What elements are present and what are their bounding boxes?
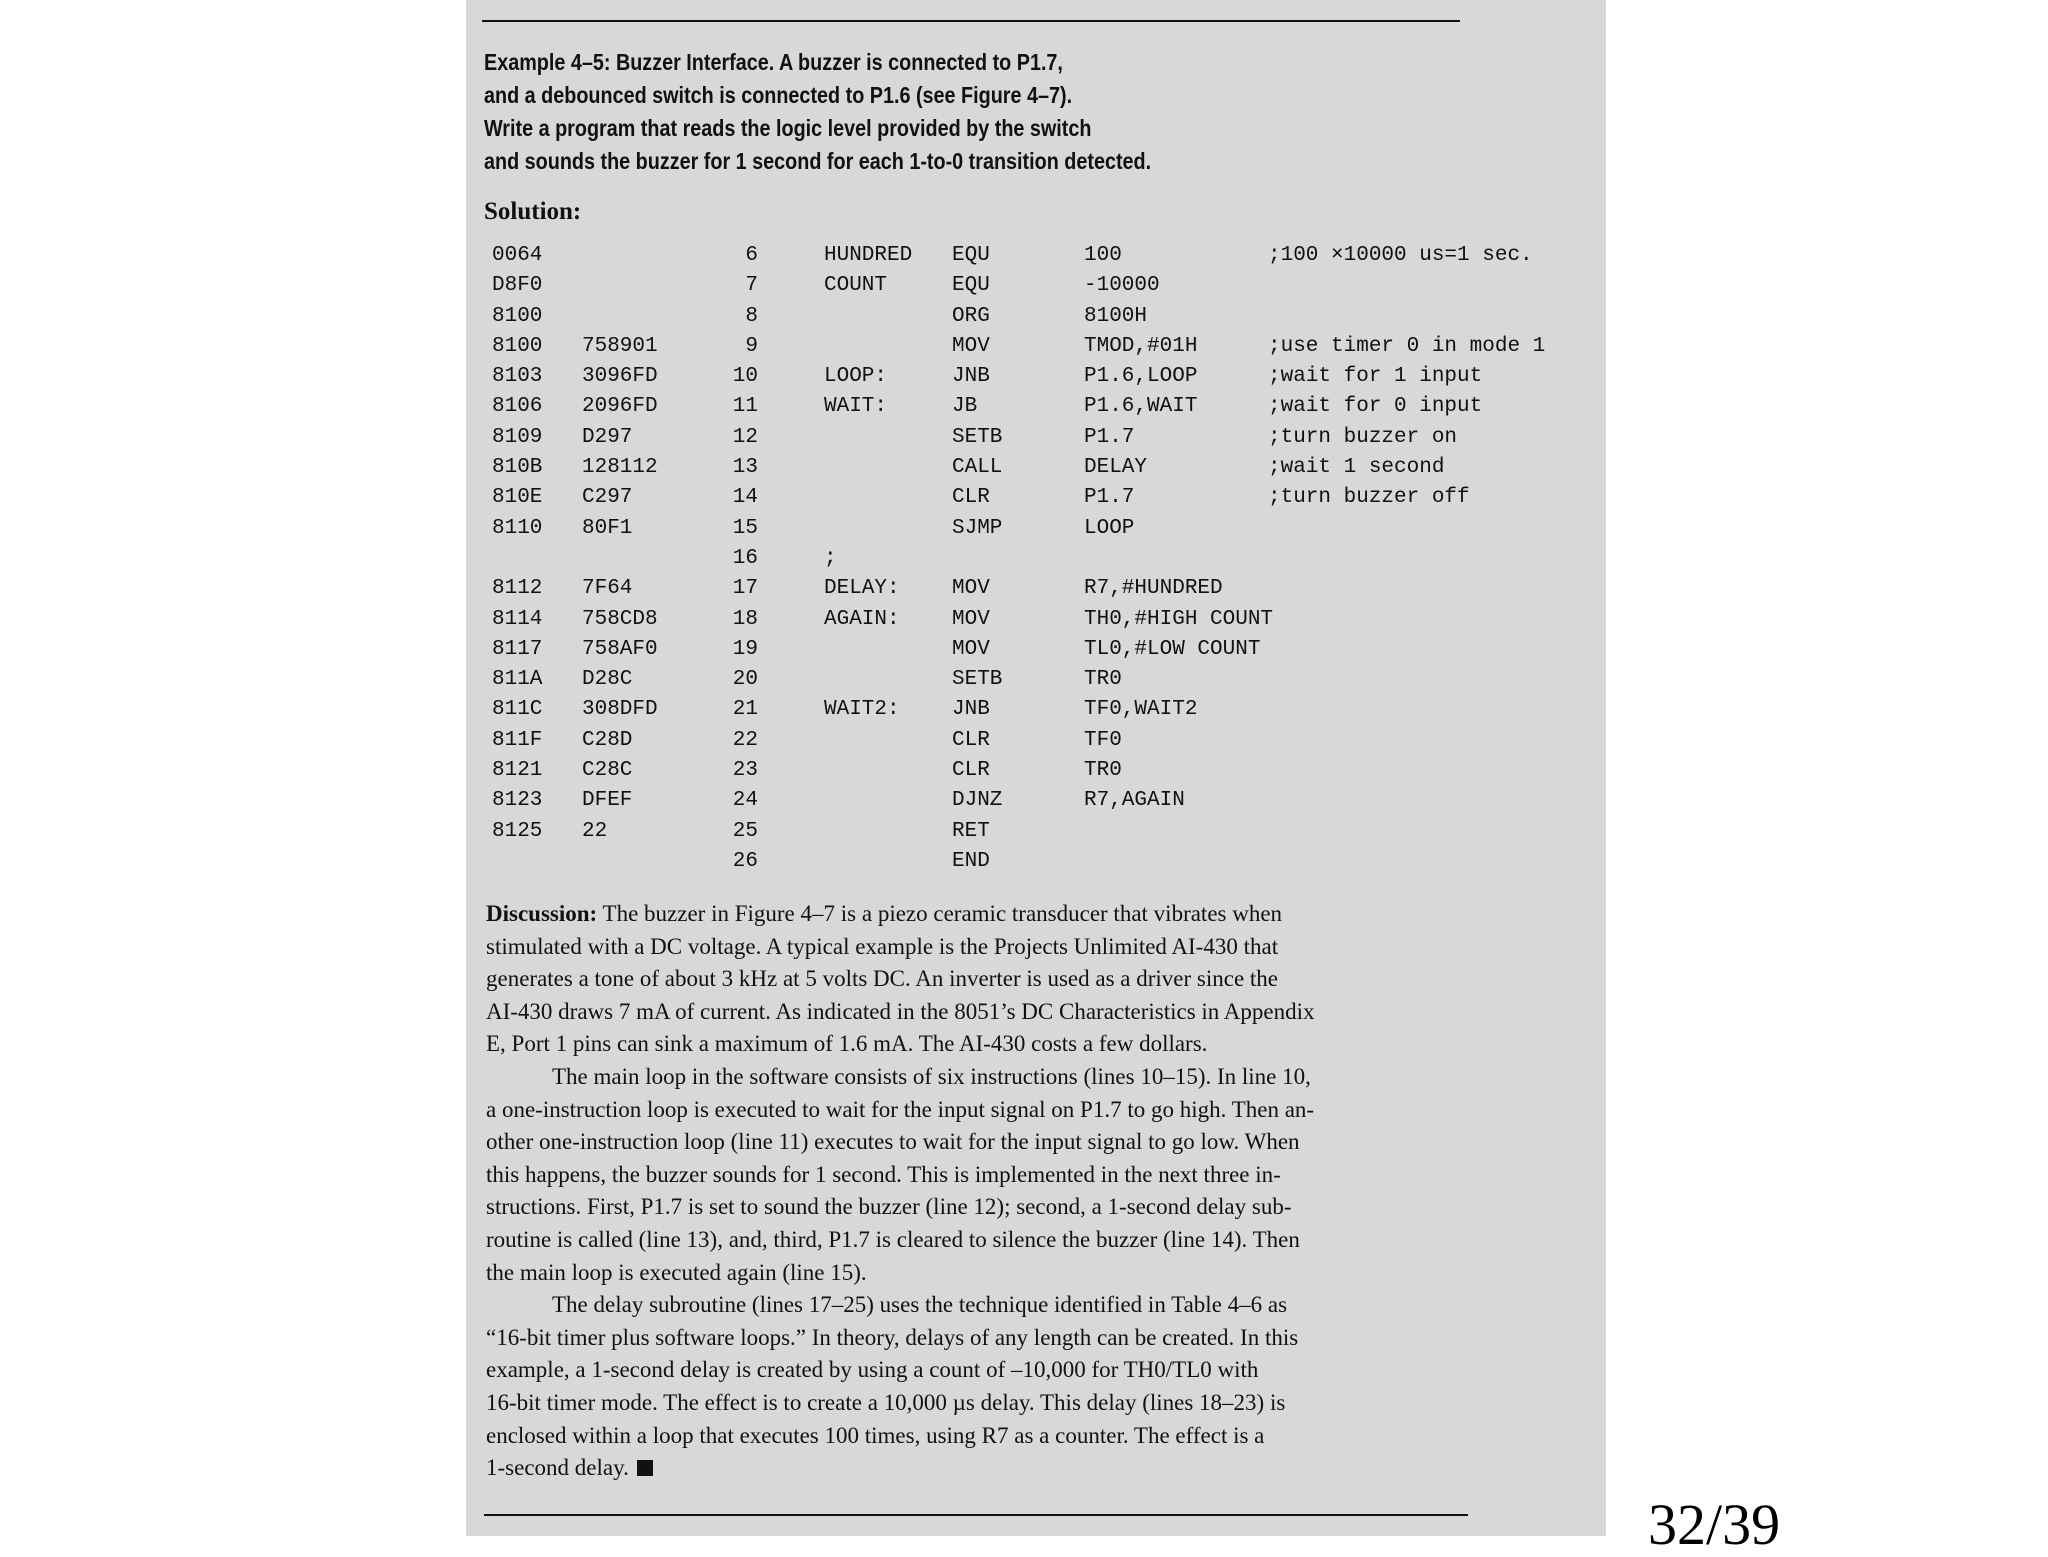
listing-operand: 100 [1084, 244, 1122, 267]
listing-row [492, 729, 1602, 759]
listing-line-number: 18 [732, 607, 758, 631]
listing-mnemonic: SJMP [952, 516, 1003, 540]
listing-row [492, 517, 1602, 547]
listing-address: 811C [492, 698, 543, 722]
listing-row [492, 638, 1602, 668]
listing-address: 8100 [492, 304, 543, 328]
listing-object-code: 80F1 [582, 516, 633, 540]
listing-address: D8F0 [492, 274, 543, 298]
listing-address: 8100 [492, 334, 543, 358]
discussion [486, 898, 1466, 1485]
listing-mnemonic: JNB [952, 698, 990, 722]
listing-address: 8114 [492, 607, 543, 631]
listing-comment: ;wait for 1 input [1268, 365, 1483, 389]
listing-row [492, 698, 1602, 728]
listing-operand: 8100H [1084, 304, 1148, 328]
listing-row [492, 274, 1602, 304]
listing-object-code: 7F64 [582, 577, 633, 601]
listing-row [492, 426, 1602, 456]
listing-line-number: 16 [732, 546, 758, 570]
listing-label: DELAY: [824, 577, 900, 601]
listing-operand: P1.7 [1084, 425, 1135, 449]
discussion-line: enclosed within a loop that executes 100 times, using R7 as a counter. The effect is a [486, 1422, 1265, 1448]
listing-address: 0064 [492, 244, 543, 267]
discussion-line: AI-430 draws 7 mA of current. As indicated in the 8051’s DC Characteristics in Appendix [486, 998, 1315, 1024]
listing-operand: TF0,WAIT2 [1084, 698, 1198, 722]
discussion-line [486, 898, 1466, 931]
bottom-rule [484, 1514, 1468, 1516]
listing-label: HUNDRED [824, 244, 913, 267]
listing-line-number: 21 [732, 698, 758, 722]
listing-label: ; [824, 546, 837, 570]
discussion-paragraph-3 [486, 1289, 1466, 1485]
listing-object-code: D28C [582, 668, 633, 692]
listing-row [492, 820, 1602, 850]
listing-address: 8110 [492, 516, 543, 540]
listing-row [492, 486, 1602, 516]
listing-mnemonic: EQU [952, 244, 990, 267]
listing-line-number: 7 [745, 274, 758, 298]
listing-mnemonic: CALL [952, 456, 1003, 480]
listing-label: LOOP: [824, 365, 888, 389]
discussion-line: stimulated with a DC voltage. A typical example is the Projects Unlimited AI-430 that [486, 933, 1279, 959]
listing-operand: LOOP [1084, 516, 1135, 540]
end-of-example-mark [637, 1460, 653, 1476]
listing-row [492, 365, 1602, 395]
discussion-line: a one-instruction loop is executed to wait for the input signal on P1.7 to go high. Then an- [486, 1096, 1315, 1122]
discussion-line: routine is called (line 13), and, third, P1.7 is cleared to silence the buzzer (line 14). Then [486, 1226, 1300, 1252]
listing-line-number: 14 [732, 486, 758, 510]
listing-mnemonic: CLR [952, 486, 990, 510]
listing-mnemonic: JB [952, 395, 978, 419]
listing-operand: R7,#HUNDRED [1084, 577, 1223, 601]
listing-object-code: DFEF [582, 789, 633, 813]
listing-object-code: 758901 [582, 334, 658, 358]
listing-operand: -10000 [1084, 274, 1160, 298]
listing-row [492, 577, 1602, 607]
listing-line-number: 10 [732, 365, 758, 389]
listing-mnemonic: MOV [952, 637, 990, 661]
listing-row [492, 335, 1602, 365]
listing-line-number: 19 [732, 637, 758, 661]
listing-comment: ;turn buzzer on [1268, 425, 1458, 449]
listing-line-number: 22 [732, 728, 758, 752]
listing-address: 810E [492, 486, 543, 510]
listing-object-code: C297 [582, 486, 633, 510]
discussion-paragraph-1 [486, 898, 1466, 1061]
listing-row [492, 547, 1602, 577]
listing-line-number: 12 [732, 425, 758, 449]
discussion-line: E, Port 1 pins can sink a maximum of 1.6 mA. The AI-430 costs a few dollars. [486, 1031, 1208, 1057]
listing-row [492, 759, 1602, 789]
discussion-line: example, a 1-second delay is created by using a count of –10,000 for TH0/TL0 with [486, 1357, 1259, 1383]
listing-operand: DELAY [1084, 456, 1148, 480]
listing-line-number: 17 [732, 577, 758, 601]
heading-line: Write a program that reads the logic level provided by the switch [484, 115, 1092, 141]
listing-line-number: 11 [732, 395, 758, 419]
listing-object-code: 2096FD [582, 395, 658, 419]
listing-row [492, 789, 1602, 819]
listing-object-code: C28D [582, 728, 633, 752]
listing-mnemonic: MOV [952, 334, 990, 358]
listing-object-code: 22 [582, 819, 608, 843]
heading-line: and sounds the buzzer for 1 second for each 1-to-0 transition detected. [484, 148, 1152, 174]
listing-address: 8123 [492, 789, 543, 813]
listing-operand: P1.7 [1084, 486, 1135, 510]
listing-operand: P1.6,WAIT [1084, 395, 1198, 419]
listing-line-number: 6 [745, 244, 758, 267]
listing-label: WAIT2: [824, 698, 900, 722]
listing-object-code: 758CD8 [582, 607, 658, 631]
listing-mnemonic: SETB [952, 425, 1003, 449]
listing-address: 811F [492, 728, 543, 752]
listing-object-code: C28C [582, 759, 633, 783]
listing-operand: TMOD,#01H [1084, 334, 1198, 358]
listing-mnemonic: CLR [952, 728, 990, 752]
example-heading [484, 46, 1364, 178]
listing-comment: ;100 ×10000 us=1 sec. [1268, 244, 1533, 267]
listing-mnemonic: MOV [952, 577, 990, 601]
listing-address: 8117 [492, 637, 543, 661]
listing-address: 8121 [492, 759, 543, 783]
solution-label: Solution: [484, 198, 582, 225]
listing-operand: TR0 [1084, 668, 1122, 692]
heading-line: Example 4–5: Buzzer Interface. A buzzer is connected to P1.7, [484, 49, 1063, 75]
listing-line-number: 13 [732, 456, 758, 480]
discussion-paragraph-2 [486, 1061, 1466, 1289]
listing-address: 8125 [492, 819, 543, 843]
listing-line-number: 23 [732, 759, 758, 783]
listing-address: 811A [492, 668, 543, 692]
listing-comment: ;turn buzzer off [1268, 486, 1470, 510]
listing-row [492, 608, 1602, 638]
assembly-listing [492, 244, 1602, 880]
listing-mnemonic: CLR [952, 759, 990, 783]
discussion-line: generates a tone of about 3 kHz at 5 volts DC. An inverter is used as a driver since the [486, 966, 1278, 992]
listing-object-code: 3096FD [582, 365, 658, 389]
discussion-line [486, 1452, 1466, 1485]
listing-object-code: 758AF0 [582, 637, 658, 661]
listing-mnemonic: EQU [952, 274, 990, 298]
listing-mnemonic: RET [952, 819, 990, 843]
discussion-line: this happens, the buzzer sounds for 1 second. This is implemented in the next three in- [486, 1161, 1281, 1187]
listing-operand: TF0 [1084, 728, 1122, 752]
listing-row [492, 395, 1602, 425]
discussion-line: 16-bit timer mode. The effect is to create a 10,000 µs delay. This delay (lines 18–23) is [486, 1389, 1286, 1415]
listing-object-code: D297 [582, 425, 633, 449]
listing-line-number: 9 [745, 334, 758, 358]
listing-line-number: 26 [732, 849, 758, 873]
listing-object-code: 128112 [582, 456, 658, 480]
listing-mnemonic: MOV [952, 607, 990, 631]
listing-line-number: 15 [732, 516, 758, 540]
discussion-line: structions. First, P1.7 is set to sound the buzzer (line 12); second, a 1-second delay sub- [486, 1194, 1292, 1220]
discussion-line: “16-bit timer plus software loops.” In theory, delays of any length can be created. In this [486, 1324, 1299, 1350]
listing-operand: P1.6,LOOP [1084, 365, 1198, 389]
page-number: 32/39 [1648, 1492, 1781, 1557]
listing-mnemonic: END [952, 849, 990, 873]
listing-comment: ;wait 1 second [1268, 456, 1445, 480]
listing-address: 810B [492, 456, 543, 480]
discussion-text: The buzzer in Figure 4–7 is a piezo ceramic transducer that vibrates when [597, 901, 1283, 926]
discussion-line: the main loop is executed again (line 15). [486, 1259, 867, 1285]
listing-label: WAIT: [824, 395, 888, 419]
listing-line-number: 8 [745, 304, 758, 328]
listing-address: 8112 [492, 577, 543, 601]
listing-label: AGAIN: [824, 607, 900, 631]
listing-row [492, 244, 1602, 274]
listing-operand: TL0,#LOW COUNT [1084, 637, 1261, 661]
listing-line-number: 20 [732, 668, 758, 692]
listing-address: 8106 [492, 395, 543, 419]
heading-line: and a debounced switch is connected to P1.6 (see Figure 4–7). [484, 82, 1073, 108]
listing-object-code: 308DFD [582, 698, 658, 722]
discussion-label: Discussion: [486, 901, 598, 926]
discussion-line: other one-instruction loop (line 11) executes to wait for the input signal to go low. When [486, 1129, 1300, 1155]
listing-comment: ;use timer 0 in mode 1 [1268, 334, 1546, 358]
listing-operand: R7,AGAIN [1084, 789, 1185, 813]
listing-label: COUNT [824, 274, 888, 298]
listing-operand: TH0,#HIGH COUNT [1084, 607, 1274, 631]
listing-mnemonic: DJNZ [952, 789, 1003, 813]
listing-row [492, 456, 1602, 486]
discussion-text: 1-second delay. [486, 1455, 629, 1481]
listing-line-number: 24 [732, 789, 758, 813]
listing-address: 8109 [492, 425, 543, 449]
listing-row [492, 305, 1602, 335]
listing-line-number: 25 [732, 819, 758, 843]
discussion-line: The delay subroutine (lines 17–25) uses the technique identified in Table 4–6 as [552, 1292, 1288, 1318]
listing-operand: TR0 [1084, 759, 1122, 783]
listing-mnemonic: ORG [952, 304, 990, 328]
listing-mnemonic: SETB [952, 668, 1003, 692]
discussion-line: The main loop in the software consists of six instructions (lines 10–15). In line 10, [552, 1063, 1311, 1089]
top-rule [482, 20, 1460, 22]
listing-mnemonic: JNB [952, 365, 990, 389]
listing-comment: ;wait for 0 input [1268, 395, 1483, 419]
listing-row [492, 668, 1602, 698]
listing-row [492, 850, 1602, 880]
listing-address: 8103 [492, 365, 543, 389]
